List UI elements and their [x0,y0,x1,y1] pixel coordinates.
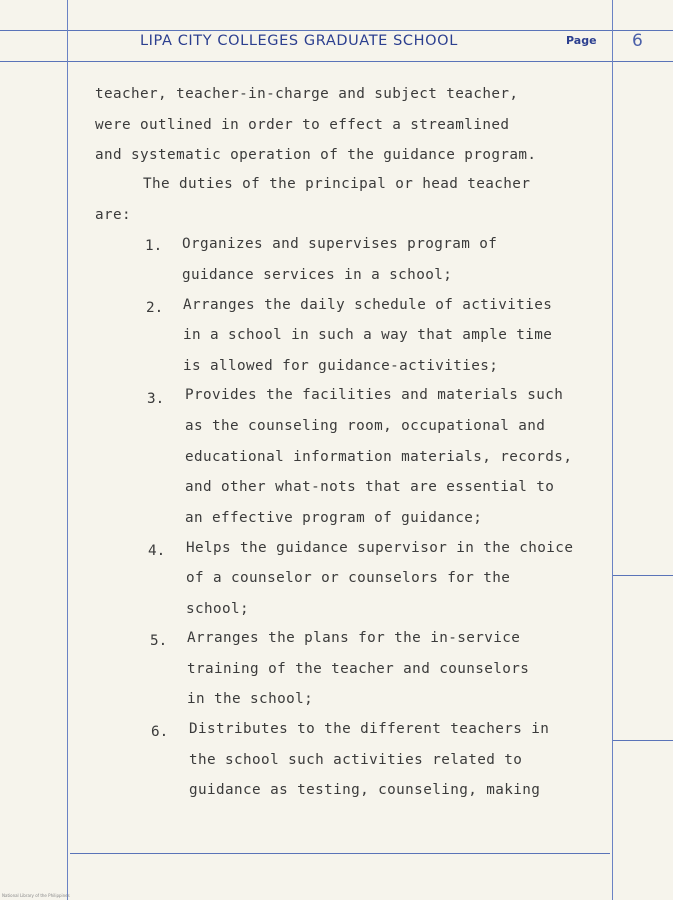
item-line: Arranges the plans for the in-service [187,630,521,646]
left-margin-line [67,0,68,900]
item-number: 3. [147,391,165,407]
item-line: in the school; [187,691,314,707]
intro-line: and systematic operation of the guidance program. [95,147,537,163]
item-line: Arranges the daily schedule of activities [183,297,553,313]
item-line: school; [186,601,250,617]
item-line: as the counseling room, occupational and [185,418,546,434]
item-line: Provides the facilities and materials such [185,387,564,403]
item-line: educational information materials, records, [185,449,573,465]
item-line: guidance services in a school; [182,267,453,283]
top-rule [0,30,673,31]
right-margin-line [612,0,613,900]
duties-intro-line: The duties of the principal or head teacher [143,176,531,192]
intro-line: teacher, teacher-in-charge and subject teacher, [95,86,519,102]
page-number: 6 [632,31,643,51]
item-number: 5. [150,633,168,649]
item-line: Organizes and supervises program of [182,236,498,252]
item-line: an effective program of guidance; [185,510,483,526]
page-label: Page [566,34,597,47]
right-margin-tick-1 [613,575,673,576]
item-line: training of the teacher and counselors [187,661,530,677]
item-number: 4. [148,543,166,559]
school-header: LIPA CITY COLLEGES GRADUATE SCHOOL [140,33,458,49]
item-line: of a counselor or counselors for the [186,570,511,586]
item-number: 1. [145,238,163,254]
item-line: guidance as testing, counseling, making [189,782,541,798]
item-line: in a school in such a way that ample time [183,327,553,343]
intro-line: were outlined in order to effect a streamlined [95,117,510,133]
item-line: Helps the guidance supervisor in the choice [186,540,574,556]
header-underline [0,61,673,62]
archive-footer: National Library of the Philippines [2,893,70,898]
item-line: is allowed for guidance-activities; [183,358,499,374]
item-number: 2. [146,300,164,316]
duties-intro-line: are: [95,207,132,223]
right-margin-tick-2 [613,740,673,741]
item-line: and other what-nots that are essential to [185,479,555,495]
item-number: 6. [151,724,169,740]
bottom-rule [70,853,610,854]
item-line: the school such activities related to [189,752,523,768]
item-line: Distributes to the different teachers in [189,721,550,737]
